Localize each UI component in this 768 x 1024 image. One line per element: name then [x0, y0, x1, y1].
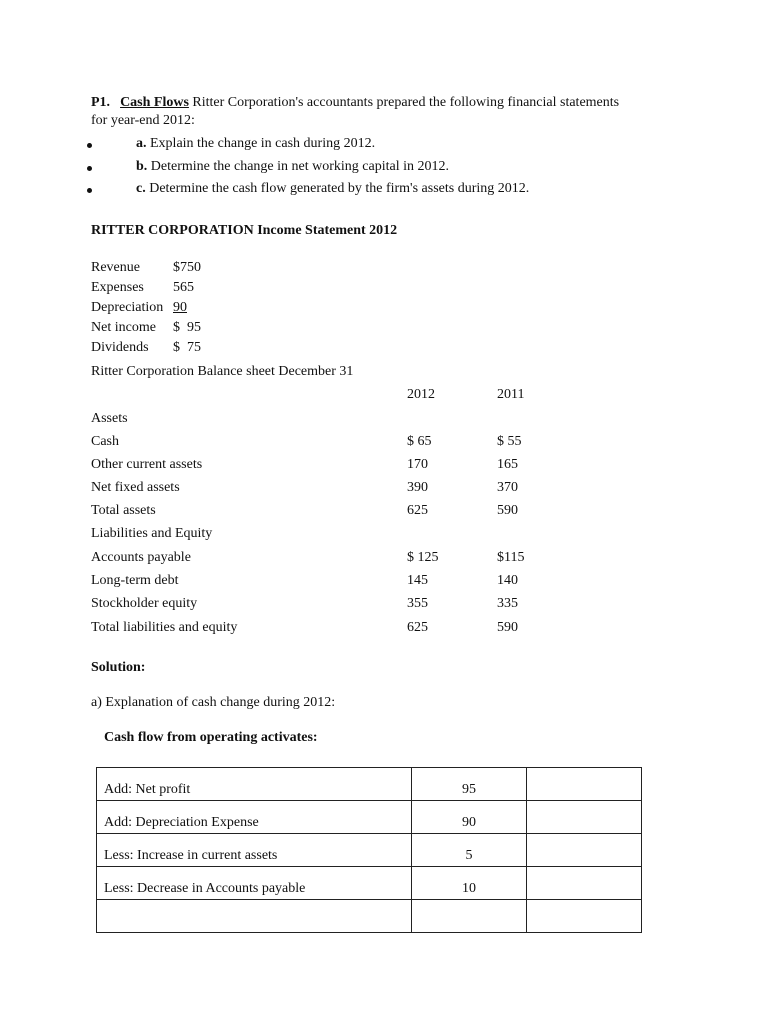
table-cell-amount: 95: [412, 768, 527, 801]
problem-intro: Ritter Corporation's accountants prepared the following financial statements: [188, 95, 620, 110]
table-cell-label: Less: Decrease in Accounts payable: [97, 867, 412, 900]
question-a: a. Explain the change in cash during 2012.: [136, 136, 376, 151]
table-cell-amount: [412, 900, 527, 933]
operating-heading: Cash flow from operating activates:: [104, 730, 318, 745]
table-row: [97, 834, 642, 867]
problem-heading: [91, 95, 619, 111]
balance-row: Long-term debt 145 140: [91, 573, 518, 588]
balance-row: Assets: [91, 411, 128, 426]
balance-row: Cash $ 65 $ 55: [91, 434, 522, 449]
income-row: Expenses 565: [91, 280, 194, 295]
table-cell-amount: 10: [412, 867, 527, 900]
balance-row: Total assets 625 590: [91, 503, 518, 518]
balance-row: Net fixed assets 390 370: [91, 480, 518, 495]
balance-row: Total liabilities and equity 625 590: [91, 620, 518, 635]
balance-row: Stockholder equity 355 335: [91, 596, 518, 611]
column-header-2012: 2012: [407, 387, 435, 402]
balance-row: Accounts payable $ 125 $115: [91, 550, 525, 565]
solution-heading: Solution:: [91, 660, 146, 675]
balance-row: Liabilities and Equity: [91, 526, 213, 541]
problem-topic: Cash Flows: [120, 95, 189, 110]
table-row: [97, 768, 642, 801]
bullet-icon: [87, 166, 92, 171]
table-row: [97, 801, 642, 834]
income-row: Net income $ 95: [91, 320, 201, 335]
income-statement-title: RITTER CORPORATION Income Statement 2012: [91, 223, 398, 238]
bullet-icon: [87, 188, 92, 193]
table-cell-total: [527, 801, 642, 834]
income-row: Depreciation 90: [91, 300, 187, 315]
table-cell-label: Add: Net profit: [97, 768, 412, 801]
income-row: Revenue $750: [91, 260, 201, 275]
table-cell-total: [527, 834, 642, 867]
income-row: Dividends $ 75: [91, 340, 201, 355]
balance-row: Other current assets 170 165: [91, 457, 518, 472]
bullet-icon: [87, 143, 92, 148]
table-cell-label: [97, 900, 412, 933]
solution-part-a: a) Explanation of cash change during 2012:: [91, 695, 336, 710]
table-cell-label: Less: Increase in current assets: [97, 834, 412, 867]
table-cell-total: [527, 867, 642, 900]
question-b: b. Determine the change in net working capital in 2012.: [136, 159, 449, 174]
table-row: [97, 867, 642, 900]
balance-sheet-title: Ritter Corporation Balance sheet December 31: [91, 364, 354, 379]
table-row: [97, 900, 642, 933]
cash-flow-table: [96, 767, 642, 933]
table-cell-amount: 90: [412, 801, 527, 834]
table-cell-total: [527, 768, 642, 801]
table-cell-amount: 5: [412, 834, 527, 867]
problem-number: P1.: [91, 95, 111, 110]
question-c: c. Determine the cash flow generated by the firm's assets during 2012.: [136, 181, 530, 196]
column-header-2011: 2011: [497, 387, 525, 402]
problem-intro-cont: for year-end 2012:: [91, 113, 195, 128]
table-cell-label: Add: Depreciation Expense: [97, 801, 412, 834]
table-cell-total: [527, 900, 642, 933]
